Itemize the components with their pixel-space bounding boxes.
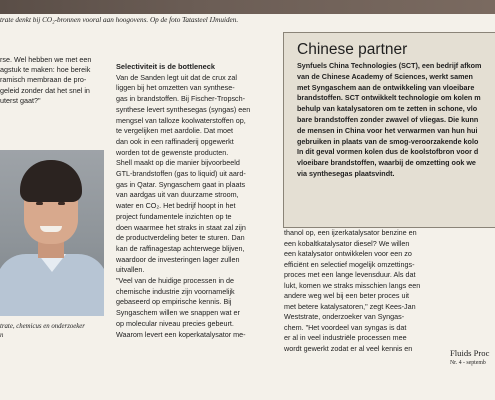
text-line: met Syngaschem aan de ontwikkeling van vloeibare <box>297 82 475 92</box>
sidebar-box <box>283 32 495 228</box>
page-footer <box>450 348 495 366</box>
text-line: rse. Wel hebben we met een <box>0 55 92 64</box>
text-line: thanol op, een ijzerkatalysator benzine en <box>284 228 417 237</box>
text-line: lukt, komen we straks misschien langs een <box>284 280 421 290</box>
text-line: chemische industrie zijn voornamelijk <box>116 286 235 296</box>
text-line: ramisch membraan de pro- <box>0 75 87 85</box>
text-line: de productverdeling beter te sturen. Dan <box>116 233 245 243</box>
text-line: uterst gaat?" <box>0 95 41 105</box>
text-line: vloeibare brandstoffen, waarbij de omzetting ook we <box>297 158 476 168</box>
text-line: te vergelijken met aardolie. Dat moet <box>116 126 234 136</box>
text-line: In dit geval vormen kolen dus de koolstofbron voor d <box>297 147 479 157</box>
text-line: gas in Qatar. Syngaschem gaat in plaats <box>116 179 246 189</box>
right-text-column <box>284 228 444 354</box>
portrait-eye-right <box>58 202 65 205</box>
portrait-eye-left <box>36 202 43 205</box>
text-line: synthese levert synthesegas (syngas) een <box>116 104 251 114</box>
text-line: liggen bij het omzetten van synthese- <box>116 83 235 93</box>
text-line: Van de Sanden legt uit dat de crux zal <box>116 72 237 82</box>
top-photo-strip <box>0 0 495 14</box>
text-line: brandstoffen. SCT ontwikkelt technologie om kolen m <box>297 93 481 103</box>
text-line: doen waarmee het straks in staat zal zijn <box>116 222 246 232</box>
text-line: worden tot de gewenste producten. <box>116 147 229 157</box>
text-line: van de Chinese Academy of Sciences, werkt samen <box>297 71 473 81</box>
text-line: behulp van katalysatoren om te zetten in schone, vlo <box>297 104 478 114</box>
text-line: geleid zonder dat het snel in <box>0 85 90 95</box>
magazine-name: Fluids Proc <box>450 348 490 358</box>
text-line: efficiënt en selectief mogelijk omzettings- <box>284 259 415 269</box>
text-line: van aardgas uit van duurzame stroom, <box>116 190 239 200</box>
top-photo-caption: trate denkt bij CO₂-bronnen vooral aan hoogovens. Op de foto Tatasteel IJmuiden. <box>0 16 239 24</box>
text-line: Synfuels China Technologies (SCT), een bedrijf afkom <box>297 61 482 70</box>
text-line: een kobaltkatalysator diesel? We willen <box>284 238 410 248</box>
text-line: Syngaschem willen we snappen wat er <box>116 308 240 318</box>
section-heading: Selectiviteit is de bottleneck <box>116 62 215 71</box>
text-line: gebruiken in plaats van de smog-veroorzakende kolo <box>297 136 479 146</box>
sidebar-box-body <box>297 61 481 180</box>
text-line: agstuk te maken: hoe bereik <box>0 65 91 75</box>
portrait-hair <box>20 160 82 202</box>
text-line: wordt gewerkt zodat er al veel kennis en <box>284 343 413 353</box>
text-line: Weststrate, onderzoeker van Syngas- <box>284 312 405 321</box>
text-line: via synthesegas plaatsvindt. <box>297 168 395 178</box>
sidebar-box-title: Chinese partner <box>297 41 408 58</box>
text-line: Waarom levert een koperkatalysator me- <box>116 329 246 339</box>
text-line: bare brandstoffen zonder zwavel of vliegas. Die kunn <box>297 114 479 124</box>
caption-line: trate, chemicus en onderzoeker <box>0 323 85 330</box>
text-line: andere weg wel bij een beter proces uit <box>284 291 410 300</box>
text-line: water en CO₂. Het bedrijf hoopt in het <box>116 201 236 211</box>
middle-text-column <box>116 62 286 340</box>
caption-line: n <box>0 332 4 339</box>
text-line: er al in veel industriële processen mee <box>284 333 407 342</box>
text-line: "Veel van de huidige processen in de <box>116 276 235 286</box>
portrait-smile <box>40 226 62 232</box>
issue-label: Nr. 4 - septemb <box>450 360 486 366</box>
researcher-portrait-photo <box>0 150 104 316</box>
text-line: een katalysator ontwikkelen voor een zo <box>284 249 412 258</box>
text-line: proces met een lange levensduur. Als dat <box>284 270 416 279</box>
text-line: op molecular niveau precies gebeurt. <box>116 318 234 328</box>
text-line: uitvallen. <box>116 265 145 275</box>
text-line: kan de raffinagestap achterwege blijven, <box>116 243 245 253</box>
text-line: dan ook in een raffinaderij opgewerkt <box>116 136 234 146</box>
text-line: chem. "Het voordeel van syngas is dat <box>284 322 407 332</box>
text-line: waardoor de investeringen lager zullen <box>116 254 240 264</box>
text-line: Shell maakt op die manier bijvoorbeeld <box>116 158 240 168</box>
text-line: mengsel van talloze koolwaterstoffen op, <box>116 115 246 125</box>
text-line: met betere katalysatoren," zegt Kees-Jan <box>284 301 416 311</box>
text-line: gebaseerd op empirische kennis. Bij <box>116 297 232 307</box>
text-line: de mensen in China voor het verwarmen van hun hui <box>297 125 478 135</box>
text-line: project fundamentele inzichten op te <box>116 211 232 221</box>
text-line: GTL-brandstoffen (gas to liquid) uit aard- <box>116 169 246 179</box>
left-text-column <box>0 55 104 106</box>
text-line: gas in brandstoffen. Bij Fischer-Tropsch- <box>116 94 246 104</box>
portrait-caption <box>0 322 104 340</box>
